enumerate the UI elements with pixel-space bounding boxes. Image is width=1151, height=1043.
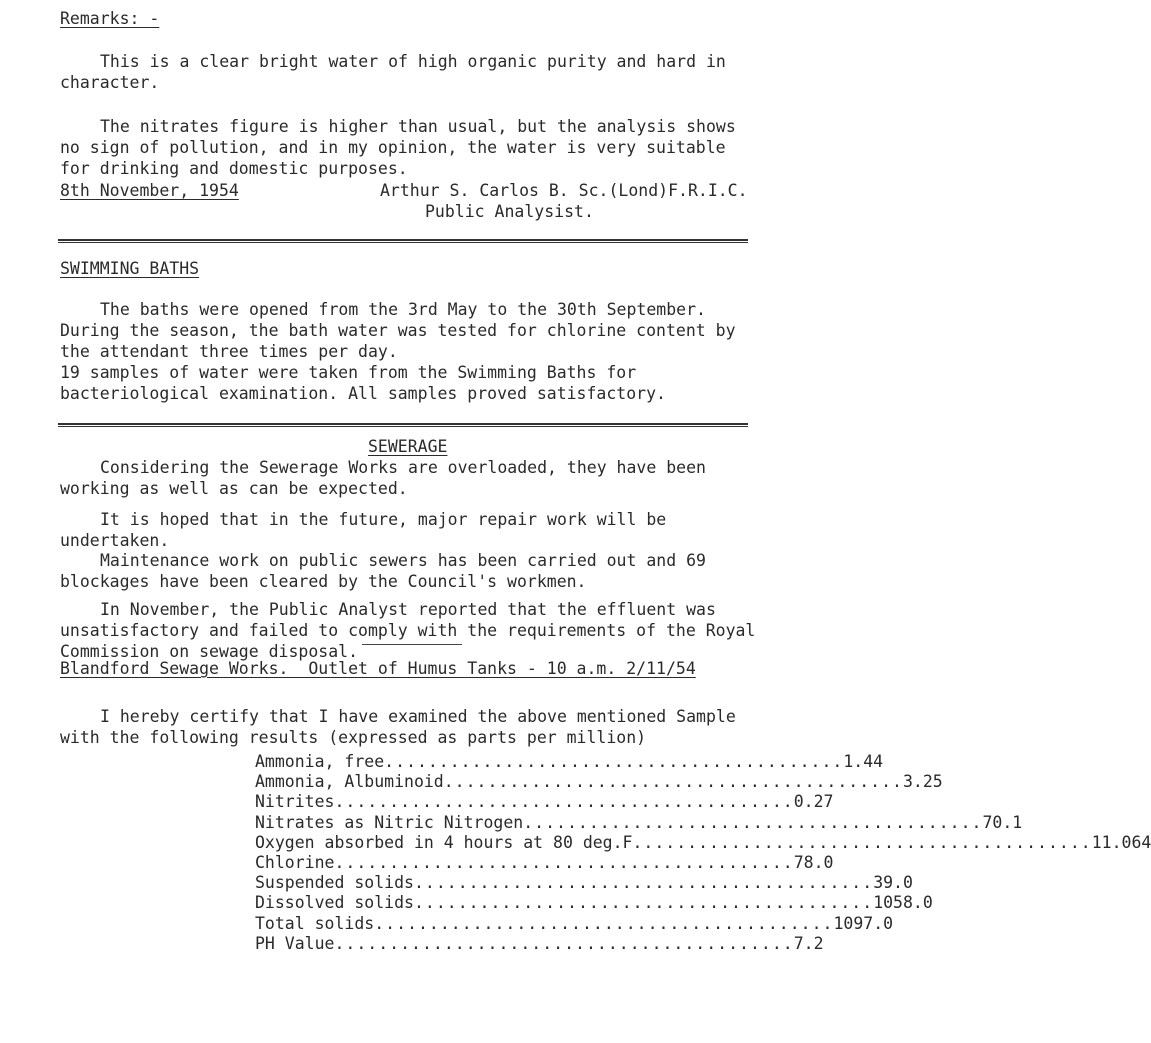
result-value: 1058.0 [873,893,933,913]
result-label: Dissolved solids [255,893,414,913]
result-row: Dissolved solids .......................................... 1058.0 [255,893,933,913]
result-value: 1.44 [843,752,884,771]
result-label: Chlorine [255,852,335,872]
result-value: 70.1 [982,812,1023,832]
result-row: Oxygen absorbed in 4 hours at 80 deg.F .......................................... 11.064 [255,832,1151,852]
section-divider-thin [58,242,748,243]
result-label: Nitrates as Nitric Nitrogen [255,812,524,832]
result-label: Suspended solids [255,873,414,893]
result-value: 11.064 [1091,832,1151,852]
result-row: Suspended solids .......................................... 39.0 [255,873,913,893]
swimming-paragraph-2: 19 samples of water were taken from the Swimming Baths for bacteriological examination. All samples proved satisfactory. [60,363,666,403]
signature-name: Arthur S. Carlos B. Sc.(Lond)F.R.I.C. [380,181,748,200]
sewerage-paragraph-2: It is hoped that in the future, major repair work will be undertaken. [60,510,667,550]
report-date: 8th November, 1954 [60,181,239,200]
result-label: Ammonia, free [255,752,385,771]
section-divider [58,423,748,425]
result-label: Oxygen absorbed in 4 hours at 80 deg.F [255,832,633,852]
result-row: Chlorine .......................................... 78.0 [255,852,834,872]
result-label: Total solids [255,913,375,933]
sample-heading: Blandford Sewage Works. Outlet of Humus Tanks - 10 a.m. 2/11/54 [60,659,696,678]
signature-title: Public Analysist. [425,202,594,221]
result-row: Total solids .......................................... 1097.0 [255,913,894,933]
results-table [255,752,1151,954]
sewerage-paragraph-1: Considering the Sewerage Works are overloaded, they have been working as well as can be expected. [60,458,706,498]
result-row: PH Value .......................................... 7.2 [255,933,824,953]
result-value: 1097.0 [833,913,894,933]
short-divider [362,644,462,645]
sewerage-paragraph-4: In November, the Public Analyst reported that the effluent was unsatisfactory and failed to comply with the requirements of the Royal Commission on sewage disposal. [60,600,756,661]
result-label: Ammonia, Albuminoid [255,772,444,792]
result-value: 39.0 [873,873,913,893]
result-value: 7.2 [793,933,824,953]
result-row: Ammonia, Albuminoid .......................................... 3.25 [255,772,943,792]
result-row: Nitrites .......................................... 0.27 [255,792,834,812]
sewerage-paragraph-3: Maintenance work on public sewers has been carried out and 69 blockages have been cleared by the Council's workmen. [60,551,706,591]
result-label: PH Value [255,933,335,953]
result-value: 3.25 [902,772,943,792]
result-row: Ammonia, free .......................................... 1.44 [255,752,884,771]
section-divider-thin [58,426,748,427]
result-value: 0.27 [793,792,834,812]
sewerage-heading: SEWERAGE [368,437,448,456]
remarks-paragraph-2: The nitrates figure is higher than usual, but the analysis shows no sign of pollution, and in my opinion, the water is very suitable for drinking and domestic purposes. [60,117,736,178]
section-divider [58,239,748,241]
swimming-heading: SWIMMING BATHS [60,259,200,278]
remarks-paragraph-1: This is a clear bright water of high organic purity and hard in character. [60,52,726,92]
remarks-heading: Remarks: - [60,9,160,28]
certification-text: I hereby certify that I have examined the above mentioned Sample with the following results (expressed as parts per million) [60,707,736,747]
result-value: 78.0 [793,852,834,872]
result-row: Nitrates as Nitric Nitrogen .......................................... 70.1 [255,812,1023,832]
result-label: Nitrites [255,792,335,812]
swimming-paragraph-1: The baths were opened from the 3rd May to the 30th September. During the season, the bath water was tested for chlorine content by the attendant three times per day. [60,300,736,361]
